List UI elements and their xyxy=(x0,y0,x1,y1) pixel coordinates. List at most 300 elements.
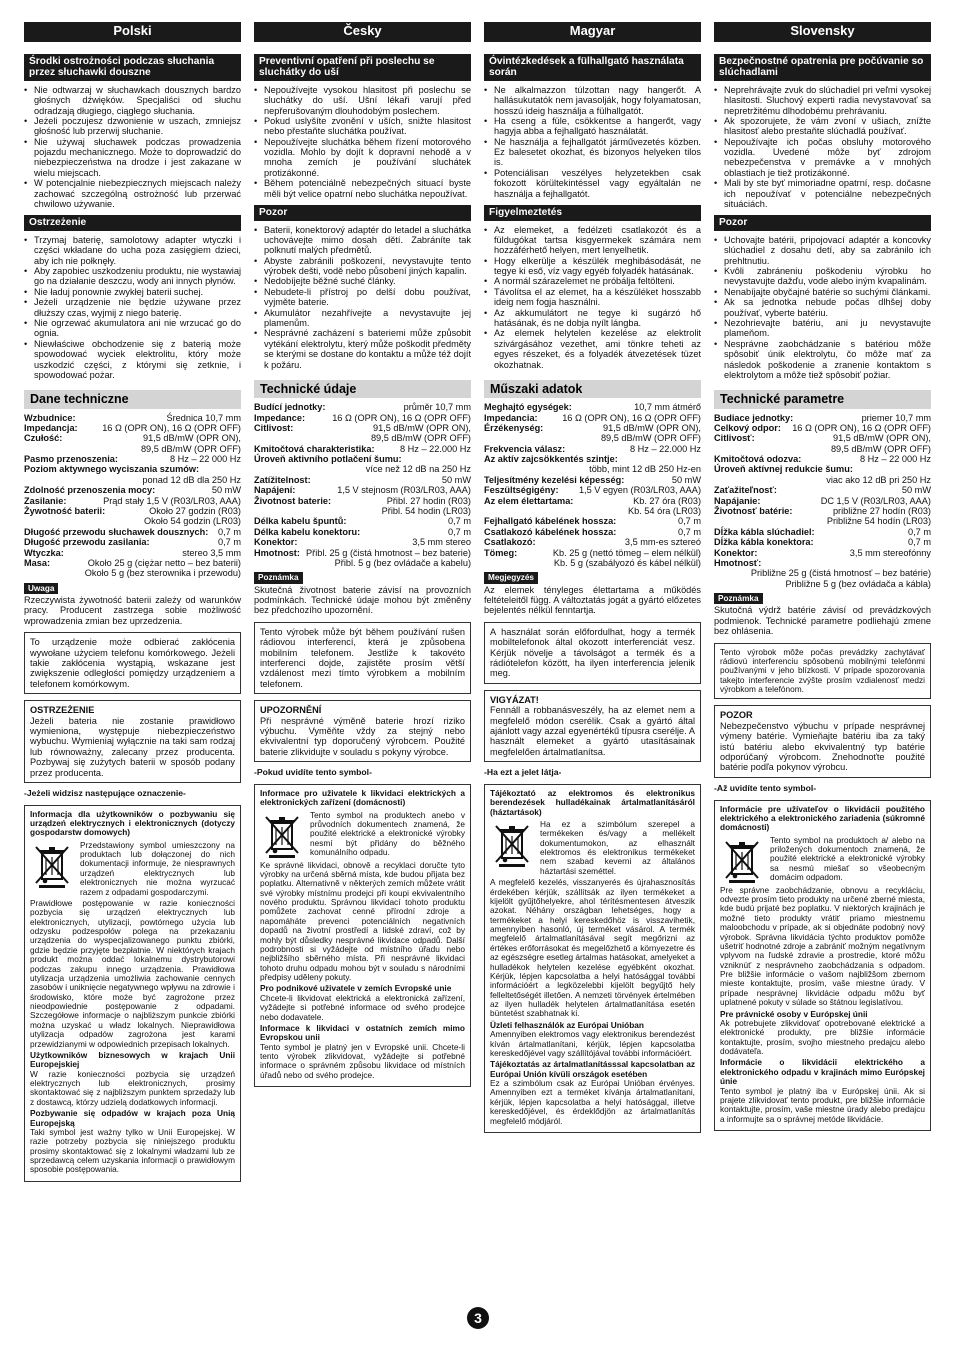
list-item: • Hogy elkerülje a készülék meghibásodását, ne tegye ki eső, víz vagy egyéb folyadék hatásának. xyxy=(492,256,701,277)
spec-value: 0,7 m xyxy=(218,537,241,548)
list-item: • Pokud uslyšíte zvonění v uších, snižte hlasitost nebo přestaňte sluchátka používat. xyxy=(262,116,471,137)
spec-row xyxy=(714,433,931,443)
spec-label: Az elem élettartama: xyxy=(484,495,574,506)
spec-row xyxy=(714,537,931,547)
spec-value: Přibl. 25 g (čistá hmotnost – bez baterie) xyxy=(306,547,471,558)
list-item: • Az elemeket, a fedélzeti csatlakozót és a füldugókat tartsa kisgyermekek számára nem hozzáférhető helyen, mert lenyelhetik. xyxy=(492,225,701,256)
weee-p2: Ez a szimbólum csak az Európai Unióban érvényes. Amennyiben ezt a terméket kívánja ártalmatlanítani, kérjük, lépjen kapcsolatba a helyi hatósággal, illetve kereskedőjével, és érdeklődjön az ártalmatlanítás megfelelő módjáról. xyxy=(490,1078,695,1126)
spec-label: Impedancja: xyxy=(24,422,78,433)
list-item: • Mali by ste byť mimoriadne opatrní, resp. dočasne ich nepoužívať v potenciálne nebezpečných situáciách. xyxy=(722,178,931,209)
list-item: • Abyste zabránili poškození, nevystavujte tento výrobek dešti, vodě nebo působení jiných kapalin. xyxy=(262,256,471,277)
spec-label: Poziom aktywnego wyciszania szumów: xyxy=(24,464,200,475)
warning-text: Při nesprávné výměně baterie hrozí riziko výbuchu. Vyměňte vždy za stejný nebo ekvivalentní typ doporučený výrobcem. Použité baterie zlikvidujte v souladu s pokyny výrobce. xyxy=(260,715,465,757)
spec-value: Około 25 g (ciężar netto – bez baterii) xyxy=(87,557,241,568)
spec-value: 89,5 dB/mW (OPR OFF) xyxy=(370,433,471,444)
spec-value: 8 Hz – 22.000 Hz xyxy=(400,443,471,454)
spec-row xyxy=(484,527,701,537)
spec-row xyxy=(254,516,471,526)
spec-row xyxy=(254,444,471,454)
spec-value: 8 Hz – 22 000 Hz xyxy=(170,454,241,465)
weee-title: Tájékoztató az elektromos és elektronikus berendezések hulladékainak ártalmatlanításáról (háztartások) xyxy=(490,787,695,817)
spec-label: Dĺžka kábla konektora: xyxy=(714,537,814,548)
weee-p1: Ak potrebujete zlikvidovať opotrebované elektrické a elektronické produkty, pre bližšie informácie kontaktujte, prosím, svojho miestneho predajcu alebo dodávateľa. xyxy=(720,1017,925,1057)
lang-header: Magyar xyxy=(484,22,701,42)
list-item: • Kvôli zabráneniu poškodeniu výrobku ho nevystavujte dažďu, vode alebo iným kvapalinám. xyxy=(722,266,931,287)
spec-value: viac ako 12 dB pri 250 Hz xyxy=(826,474,931,485)
spec-label: Napájanie: xyxy=(714,495,761,506)
spec-value: 0,7 m xyxy=(908,537,931,548)
bullet-list xyxy=(714,235,931,380)
spec-label: Wzbudnice: xyxy=(24,412,76,423)
spec-row xyxy=(714,496,931,506)
list-item: • Baterii, konektorový adaptér do letadel a sluchátka uchovávejte mimo dosah dětí. Zabráníte tak polknutí malých předmětů. xyxy=(262,225,471,256)
list-item: • Nepoužívajte ich počas obsluhy motorového vozidla. Uvedené môže byť zdrojom nebezpečenstva v premávke a v mnohých oblastiach je tiež protizákonné. xyxy=(722,137,931,179)
tech-heading: Dane techniczne xyxy=(24,390,241,408)
spec-row xyxy=(714,454,931,464)
spec-value: 91,5 dB/mW (OPR ON), xyxy=(142,433,241,444)
list-item: • Uchovajte batérii, pripojovací adaptér a koncovky slúchadiel z dosahu detí, aby sa zabránilo ich prehltnutiu. xyxy=(722,235,931,266)
warning-title: UPOZORNĚNÍ xyxy=(260,705,322,716)
warning-box xyxy=(254,700,471,762)
spec-row xyxy=(484,464,701,474)
section-heading: Preventivní opatření při poslechu se sluchátky do uší xyxy=(254,54,471,81)
weee-sub1: Üzleti felhasználók az Európai Unióban xyxy=(490,1019,644,1030)
weee-sub1: Pro podnikové uživatele v zemích Evropské unie xyxy=(260,983,452,994)
spec-value: 91,5 dB/mW (OPR ON), xyxy=(602,422,701,433)
spec-row xyxy=(24,506,241,516)
bullet-list xyxy=(254,225,471,370)
note-text: Rzeczywista żywotność baterii zależy od warunków pracy. Producent zastrzega sobie możliwość wprowadzenia zmian bez uprzedzenia. xyxy=(24,595,241,626)
list-item: • Nezohrievajte batériu, ani ju nevystavujte plameňom. xyxy=(722,318,931,339)
list-item: • Távolítsa el az elemet, ha a készüléket hosszabb ideig nem fogja használni. xyxy=(492,287,701,308)
weee-title: Informácie pre užívateľov o likvidácii použitého elektrického a elektronického zariadenia (súkromné domácnosti) xyxy=(720,803,925,833)
spec-value: 3,5 mm stereofónny xyxy=(849,547,931,558)
bullet-list xyxy=(484,85,701,199)
weee-icon-text: Ha ez a szimbólum szerepel a termékeken és/vagy a mellékelt dokumentumokon, az elhasznált elektromos és elektronikus termékeket nem szabad keverni az általános háztartási szeméttel. xyxy=(540,818,695,876)
spec-row xyxy=(484,454,701,464)
spec-value: DC 1,5 V (R03/LR03, AAA) xyxy=(820,495,931,506)
spec-row xyxy=(714,413,931,423)
spec-value: Kb. 54 óra (LR03) xyxy=(627,506,701,517)
spec-label: Hmotnosť: xyxy=(714,557,762,568)
list-item: • Aby zapobiec uszkodzeniu produktu, nie wystawiaj go na działanie deszczu, wody ani innych płynów. xyxy=(32,266,241,287)
spec-row xyxy=(24,558,241,568)
spec-row xyxy=(254,506,471,516)
spec-label: Konektor: xyxy=(714,547,758,558)
spec-label: Długość przewodu słuchawek dousznych: xyxy=(24,526,209,537)
spec-row xyxy=(484,496,701,506)
list-item: • Potenciálisan veszélyes helyzetekben csak fokozott körültekintéssel vagy egyáltalán ne használja a fejhallgatót. xyxy=(492,168,701,199)
list-item: • Neprehrávajte zvuk do slúchadiel pri veľmi vysokej hlasitosti. Sluchový experti radia nevystavovať sa nepretržitému dlhodobému prehrávaniu. xyxy=(722,85,931,116)
spec-row xyxy=(484,433,701,443)
list-item: • Akumulátor nezahřívejte a nevystavujte jej plamenům. xyxy=(262,308,471,329)
spec-row xyxy=(484,475,701,485)
spec-value: Približne 54 hodín (LR03) xyxy=(826,516,931,527)
spec-value: 10,7 mm átmérő xyxy=(634,402,701,413)
spec-value: 50 mW xyxy=(901,485,931,496)
bullet-list xyxy=(24,235,241,380)
spec-row xyxy=(714,579,931,589)
spec-label: Masa: xyxy=(24,557,51,568)
spec-label: Konektor: xyxy=(254,537,298,548)
spec-value: 0,7 m xyxy=(678,516,701,527)
spec-row xyxy=(714,568,931,578)
spec-value: Přibl. 54 hodin (LR03) xyxy=(381,506,471,517)
spec-value: 50 mW xyxy=(211,485,241,496)
spec-table xyxy=(484,402,701,568)
note-tag: Uwaga xyxy=(24,583,58,594)
weee-icon-text: Tento symbol na produktoch a/ alebo na priložených dokumentoch znamená, že použité elektrické a elektronické výrobky sa nesmú miešať so všeobecným domácim odpadom. xyxy=(770,834,925,883)
lang-header: Slovensky xyxy=(714,22,931,42)
warning-text: Nebezpečenstvo výbuchu v prípade nesprávnej výmeny batérie. Vymieňajte batériu iba za taký istú batériu alebo ekvivalentný typ batérie odporúčaný výrobcom. Znehodnoťte použité batérie podľa pokynov výrobcu. xyxy=(720,720,925,773)
bullet-list xyxy=(24,85,241,210)
column-magyar xyxy=(484,22,701,1139)
spec-row xyxy=(714,527,931,537)
symbol-label: -Jeżeli widzisz następujące oznaczenie- xyxy=(24,787,186,798)
weee-box xyxy=(714,800,931,1132)
warning-text: Fennáll a robbanásveszély, ha az elemet nem a megfelelő módon cserélik. Csak a gyártó által ajánlott vagy azzal egyenértékű típusra cserélje. A használt elemeket a gyártó utasításainak megfelelően ártalmatlanítsa. xyxy=(490,705,695,757)
spec-label: Zdolność przenoszenia mocy: xyxy=(24,485,156,496)
crossed-bin-icon xyxy=(30,843,74,889)
spec-label: Teljesítmény kezelési képesség: xyxy=(484,474,625,485)
weee-box xyxy=(254,784,471,1087)
weee-sub2: Informácie o likvidácii elektrického a elektronického odpadu v krajinách mimo Európskej únie xyxy=(720,1057,925,1087)
section-heading: Ostrzeżenie xyxy=(24,215,241,231)
spec-label: Csatlakozó kábelének hossza: xyxy=(484,526,617,537)
spec-label: Az aktív zajcsökkentés szintje: xyxy=(484,454,618,465)
list-item: • Ne alkalmazzon túlzottan nagy hangerőt. A hallásukutatók nem javasolják, hogy folyamatosan, hosszú ideig használja a fülhallgatót. xyxy=(492,85,701,116)
list-item: • Az elemek helytelen kezelése az elektrolit szivárgásához vezethet, ami tönkre teheti az egyes részeket, és a folyadék átvezetések tüzet okozhatnak. xyxy=(492,328,701,370)
spec-row xyxy=(484,423,701,433)
weee-p1: Amennyiben elektromos vagy elektronikus berendezést kíván ártalmatlanítani, kérjük, lépjen kapcsolatba kereskedőjével vagy szállítójával további információért. xyxy=(490,1029,695,1058)
list-item: • Nenabíjajte obyčajné batérie so suchými článkami. xyxy=(722,287,931,297)
section-heading: Pozor xyxy=(714,215,931,231)
column-cesky xyxy=(254,22,471,1093)
spec-value: 16 Ω (OPR ON), 16 Ω (OPR OFF) xyxy=(562,412,701,423)
spec-value: 0,7 m xyxy=(218,526,241,537)
spec-label: Citlivost: xyxy=(254,422,294,433)
spec-label: Úroveň aktívnej redukcie šumu: xyxy=(714,464,853,475)
symbol-label: -Pokud uvidíte tento symbol- xyxy=(254,767,372,778)
weee-title: Informace pro uživatele k likvidaci elektrických a elektronických zařízení (domácnosti) xyxy=(260,787,465,808)
spec-label: Impedancia: xyxy=(484,412,538,423)
note-text: Skutečná životnost baterie závisí na provozních podmínkách. Technické údaje mohou být změněny bez předchozího upozornění. xyxy=(254,584,471,616)
spec-row xyxy=(24,444,241,454)
spec-value: 0,7 m xyxy=(908,526,931,537)
spec-row xyxy=(24,454,241,464)
weee-box xyxy=(24,805,241,1182)
section-heading: Bezpečnostné opatrenia pre počúvanie so slúchadlami xyxy=(714,54,931,81)
warning-title: VIGYÁZAT! xyxy=(490,694,539,705)
spec-row xyxy=(24,537,241,547)
weee-body: A megfelelő kezelés, visszanyerés és újrahasznosítás érdekében kérjük, szállítsák az ilyen termékeket a kijelölt gyűjtőhelyekre, ahol térítésmentesen átveszik azokat. Néhány országban lehetséges, hogy a termékeket a helyi kereskedőhöz is visszavihetik, amennyiben hasonló, új terméket vásárol. A termék megfelelő ártalmatlanításával segít megőrizni az értékes erőforrásokat és megelőzhető a környezetre és az egészségre esetleg ártalmas hatásokat, amelyeket a hulladékok helytelen kezelése egyébként okozhat. Kérjük, lépjen kapcsolatba a helyi hatósággal további információért a legközelebbi kijelölt begyűjtő hely felleltetőségét illetően. A nemzeti törvények értelmében az ilyen hulladék helytelen ártalmatlanítása esetén büntetést szabhatnak ki. xyxy=(490,877,695,1019)
weee-icon-text: Przedstawiony symbol umieszczony na produktach lub dołączonej do nich dokumentacji informuje, że niesprawnych urządzeń elektrycznych lub elektronicznych nie można wyrzucać razem z odpadami gospodarczymi. xyxy=(80,839,235,897)
list-item: • Jeżeli urządzenie nie będzie używane przez dłuższy czas, wyjmij z niego baterię. xyxy=(32,297,241,318)
list-item: • Nesprávne zaobchádzanie s batériou môže spôsobiť únik elektrolytu, čo môže mať za následok poškodenie a zranenie kontaktom s elektrolytom a môže tiež spôsobiť požiar. xyxy=(722,339,931,381)
weee-sub1: Użytkowników biznesowych w krajach Unii Europejskiej xyxy=(30,1049,235,1070)
tech-heading: Technické údaje xyxy=(254,380,471,398)
spec-value: Kb. 25 g (nettó tömeg – elem nélkül) xyxy=(552,547,701,558)
spec-label: Tömeg: xyxy=(484,547,518,558)
spec-label: Érzékenység: xyxy=(484,422,544,433)
spec-label: Celkový odpor: xyxy=(714,422,781,433)
spec-row xyxy=(24,568,241,578)
spec-value: 91,5 dB/mW (OPR ON), xyxy=(832,433,931,444)
spec-row xyxy=(254,558,471,568)
spec-row xyxy=(484,548,701,558)
interference-box: A használat során előfordulhat, hogy a termék mobiltelefonok által okozott interferenciát vesz. Kérjük növelje a távolságot a termék és a rádiótelefon között, ha ilyen interferencia jelenik meg. xyxy=(484,622,701,684)
spec-value: 16 Ω (OPR ON), 16 Ω (OPR OFF) xyxy=(792,422,931,433)
spec-row xyxy=(24,496,241,506)
list-item: • Během potenciálně nebezpečných situací byste měli být velice opatrní nebo sluchátka nepoužívat. xyxy=(262,178,471,199)
spec-row xyxy=(484,506,701,516)
spec-row xyxy=(24,413,241,423)
spec-row xyxy=(714,548,931,558)
list-item: • Ak sa jednotka nebude počas dlhšej doby používať, vyberte batériu. xyxy=(722,297,931,318)
column-polski xyxy=(24,22,241,1188)
spec-label: Kmitočtová odozva: xyxy=(714,454,802,465)
section-heading: Figyelmeztetés xyxy=(484,205,701,221)
spec-label: Hmotnost: xyxy=(254,547,300,558)
spec-value: Prąd stały 1,5 V (R03/LR03, AAA) xyxy=(103,495,241,506)
list-item: • Nedobíjejte běžné suché články. xyxy=(262,276,471,286)
spec-label: Napájení: xyxy=(254,485,296,496)
bullet-list xyxy=(484,225,701,370)
list-item: • Nie ogrzewać akumulatora ani nie wrzucać go do ognia. xyxy=(32,318,241,339)
list-item: • Nie używaj słuchawek podczas prowadzenia pojazdu mechanicznego. Może to doprowadzić do niebezpieczeństwa na drodze i jest zakazane w wielu miejscach. xyxy=(32,137,241,179)
list-item: • W potencjalnie niebezpiecznych miejscach należy zachować szczególną ostrożność lub przerwać chwilowo używanie. xyxy=(32,178,241,209)
weee-p2: Tento symbol je platný jen v Evropské unii. Chcete-li tento výrobek zlikvidovat, vyžádejte si potřebné informace o správném způsobu likvidace od místních úřadů nebo od svého prodejce. xyxy=(260,1041,465,1080)
spec-value: 1,5 V stejnosm (R03/LR03, AAA) xyxy=(337,485,471,496)
list-item: • Az akkumulátort ne tegye ki sugárzó hő hatásának, és ne dobja nyílt lángba. xyxy=(492,308,701,329)
spec-label: Pasmo przenoszenia: xyxy=(24,454,118,465)
spec-value: 16 Ω (OPR ON), 16 Ω (OPR OFF) xyxy=(332,412,471,423)
bullet-list xyxy=(254,85,471,199)
spec-label: Citlivosť: xyxy=(714,433,755,444)
spec-label: Úroveň aktivního potlačení šumu: xyxy=(254,454,402,465)
spec-table xyxy=(24,413,241,579)
spec-row xyxy=(714,475,931,485)
crossed-bin-icon xyxy=(260,813,304,859)
spec-label: Frekvencia válasz: xyxy=(484,443,566,454)
spec-row xyxy=(24,433,241,443)
spec-row xyxy=(484,537,701,547)
list-item: • Nie ładuj ponownie zwykłej baterii suchej. xyxy=(32,287,241,297)
note-text: Az elemek tényleges élettartama a működés feltételeitől függ. A változtatás jogát a gyártó előzetes bejelentés nélkül fenntartja. xyxy=(484,584,701,616)
spec-row xyxy=(714,506,931,516)
spec-value: 89,5 dB/mW (OPR OFF) xyxy=(830,443,931,454)
spec-row xyxy=(24,475,241,485)
spec-row xyxy=(714,516,931,526)
spec-row xyxy=(254,496,471,506)
warning-text: Jeżeli bateria nie zostanie prawidłowo wymieniona, występuje niebezpieczeństwo wybuchu. Wymieniaj wyłącznie na taki sam rodzaj lub równoważny, zalecany przez producenta. Pozbywaj się zużytych baterii w sposób podany przez producenta. xyxy=(30,715,235,778)
weee-sub1: Pre právnické osoby v Európskej únii xyxy=(720,1008,868,1019)
spec-row xyxy=(254,548,471,558)
spec-row xyxy=(254,475,471,485)
list-item: • Trzymaj baterię, samolotowy adapter wtyczki i części wkładane do ucha poza zasięgiem dzieci, aby ich nie połknęły. xyxy=(32,235,241,266)
spec-value: Około 5 g (bez sterownika i przewodu) xyxy=(84,568,241,579)
spec-value: 0,7 m xyxy=(448,526,471,537)
spec-label: Żywotność baterii: xyxy=(24,506,106,517)
spec-value: 3,5 mm stereo xyxy=(412,537,471,548)
symbol-label: -Ha ezt a jelet látja- xyxy=(484,767,562,778)
spec-row xyxy=(484,413,701,423)
spec-row xyxy=(254,423,471,433)
note-text: Skutočná výdrž batérie závisí od prevádzkových podmienok. Technické parametre podliehajú zmene bez ohlásenia. xyxy=(714,605,931,637)
spec-row xyxy=(254,454,471,464)
spec-row xyxy=(484,516,701,526)
weee-sub2: Tájékoztatás az ártalmatlanításssal kapcsolatban az Európai Unión kívüli országok esetében xyxy=(490,1059,695,1079)
spec-row xyxy=(484,444,701,454)
list-item: • Nepoužívejte vysokou hlasitost při poslechu se sluchátky do uší. Ušní lékaři varují před nepřerušovaným dlouhodobým poslechem. xyxy=(262,85,471,116)
spec-label: Životnosť batérie: xyxy=(714,506,793,517)
symbol-label: -Až uvidíte tento symbol- xyxy=(714,782,817,793)
spec-table xyxy=(254,402,471,568)
spec-row xyxy=(24,423,241,433)
spec-value: Približne 5 g (bez ovládača a kábla) xyxy=(785,578,931,589)
spec-label: Fejhallgató kábelének hossza: xyxy=(484,516,617,527)
spec-value: 8 Hz – 22.000 Hz xyxy=(630,443,701,454)
spec-value: 50 mW xyxy=(441,474,471,485)
list-item: • Ak spozorujete, že vám zvoní v ušiach, znížte hlasitosť alebo prestaňte slúchadlá používať. xyxy=(722,116,931,137)
spec-row xyxy=(24,485,241,495)
spec-value: približne 27 hodín (R03) xyxy=(832,506,931,517)
spec-value: 91,5 dB/mW (OPR ON), xyxy=(372,422,471,433)
weee-sub2: Informace k likvidaci v ostatních zemích mimo Evropskou unii xyxy=(260,1022,465,1043)
spec-value: 0,7 m xyxy=(448,516,471,527)
weee-box xyxy=(484,784,701,1133)
spec-label: Délka kabelu špuntů: xyxy=(254,516,347,527)
weee-sub2: Pozbywanie się odpadów w krajach poza Unią Europejską xyxy=(30,1108,235,1128)
spec-value: Približne 25 g (čistá hmotnosť – bez batérie) xyxy=(750,568,931,579)
spec-value: ponad 12 dB dla 250 Hz xyxy=(142,474,241,485)
spec-value: 1,5 V egyen (R03/LR03, AAA) xyxy=(578,485,701,496)
interference-box: Tento výrobek může být během používání rušen rádiovou interferencí, která je způsobena mobilním telefonem. Jestliže k takovéto interferenci dojde, zajistěte prosím větší vzdálenost mezi tímto výrobkem a mobilním telefonem. xyxy=(254,622,471,694)
spec-value: 89,5 dB/mW (OPR OFF) xyxy=(600,433,701,444)
list-item: • Ha cseng a füle, csökkentse a hangerőt, vagy hagyja abba a fejhallgató használatát. xyxy=(492,116,701,137)
section-heading: Óvintézkedések a fülhallgató használata során xyxy=(484,54,701,81)
spec-row xyxy=(24,516,241,526)
spec-value: 8 Hz – 22 000 Hz xyxy=(860,454,931,465)
column-slovensky xyxy=(714,22,931,1137)
bullet-list xyxy=(714,85,931,210)
spec-row xyxy=(484,558,701,568)
interference-box: Tento výrobok môže počas prevádzky zachytávať rádiovú interferenciu spôsobenú mobilnými telefónmi používanými v jeho blízkosti. V prípade spozorovania takejto interferencie zvýšte prosím vzdialenosť medzi výrobkom a telefónom. xyxy=(714,643,931,700)
weee-p1: W razie konieczności pozbycia się urządzeń elektrycznych lub elektronicznych, prosimy skontaktować się z najbliższym punktem sprzedaży lub z dostawcą, którzy udzielą dodatkowych informacji. xyxy=(30,1068,235,1107)
spec-row xyxy=(714,444,931,454)
spec-row xyxy=(254,413,471,423)
warning-title: OSTRZEŻENIE xyxy=(30,705,95,716)
spec-label: Kmitočtová charakteristika: xyxy=(254,443,375,454)
spec-row xyxy=(484,402,701,412)
spec-row xyxy=(714,464,931,474)
warning-box xyxy=(24,700,241,783)
spec-label: Zaťažiteľnosť: xyxy=(714,485,777,496)
spec-row xyxy=(24,548,241,558)
tech-heading: Technické parametre xyxy=(714,390,931,408)
weee-body: Ke správné likvidaci, obnově a recyklaci doručte tyto výrobky na určená sběrná místa, kde budou přijata bez poplatku. Alternativně v některých zemích můžete vrátit své výrobky místnímu prodejci při koupi ekvivalentního nového produktu. Správnou likvidací tohoto produktu pomůžete zachovat cenné přírodní zdroje a napomáháte prevenci potenciálních negativních dopadů na životní prostředí a lidské zdraví, což by mohly být důsledky nesprávné likvidace odpadů. Další podrobnosti si vyžádejte od místního úřadu nebo nejbližšího sběrného místa. Při nesprávné likvidaci tohoto druhu odpadu mohou být v souladu s národními předpisy uděleny pokuty. xyxy=(260,859,465,983)
spec-value: Přibl. 5 g (bez ovládače a kabelu) xyxy=(334,557,471,568)
note-tag: Poznámka xyxy=(714,593,763,604)
list-item: • A normál szárazelemet ne próbálja feltölteni. xyxy=(492,276,701,286)
spec-row xyxy=(24,527,241,537)
spec-value: 50 mW xyxy=(671,474,701,485)
spec-label: Dĺžka kábla slúchadiel: xyxy=(714,526,815,537)
spec-row xyxy=(714,558,931,568)
spec-row xyxy=(254,433,471,443)
spec-label: Zatížitelnost: xyxy=(254,474,311,485)
spec-value: více než 12 dB na 250 Hz xyxy=(365,464,471,475)
section-heading: Środki ostrożności podczas słuchania przez słuchawki douszne xyxy=(24,54,241,81)
spec-row xyxy=(714,485,931,495)
spec-row xyxy=(714,423,931,433)
spec-label: Budící jednotky: xyxy=(254,402,326,413)
weee-icon-text: Tento symbol na produktech anebo v průvodních dokumentech znamená, že použité elektrické a elektronické výrobky nesmí být přidány do běžného komunálního odpadu. xyxy=(310,809,465,858)
interference-box: To urządzenie może odbierać zakłócenia wywołane użyciem telefonu komórkowego. Jeżeli takie zakłócenia wystąpią, wskazane jest zwiększenie odległości pomiędzy urządzeniem a telefonem komórkowym. xyxy=(24,632,241,694)
crossed-bin-icon xyxy=(720,838,764,884)
spec-row xyxy=(254,527,471,537)
list-item: • Nie odtwarzaj w słuchawkach dousznych bardzo głośnych dźwięków. Specjaliści od słuchu odradzają długiego, ciągłego słuchania. xyxy=(32,85,241,116)
spec-value: stereo 3,5 mm xyxy=(182,547,241,558)
tech-heading: Műszaki adatok xyxy=(484,380,701,398)
spec-value: Přibl. 27 hodin (R03) xyxy=(386,495,471,506)
spec-value: průměr 10,7 mm xyxy=(403,402,471,413)
spec-value: Średnica 10,7 mm xyxy=(166,412,241,423)
warning-box xyxy=(714,705,931,777)
weee-p1: Chcete-li likvidovat elektrická a elektronická zařízení, vyžádejte si potřebné informace od svého prodejce nebo dodavatele. xyxy=(260,992,465,1022)
list-item: • Nepoužívejte sluchátka během řízení motorového vozidla. Mohlo by dojít k dopravní nehodě a v mnoha zemích je používání sluchátek protizákonné. xyxy=(262,137,471,179)
list-item: • Jeżeli poczujesz dzwonienie w uszach, zmniejsz głośność lub przerwij słuchanie. xyxy=(32,116,241,137)
spec-row xyxy=(254,402,471,412)
spec-row xyxy=(254,485,471,495)
spec-label: Budiace jednotky: xyxy=(714,412,794,423)
spec-label: Délka kabelu konektoru: xyxy=(254,526,361,537)
spec-label: Meghajtó egységek: xyxy=(484,402,572,413)
spec-value: több, mint 12 dB 250 Hz-en xyxy=(589,464,701,475)
spec-value: 0,7 m xyxy=(678,526,701,537)
list-item: • Ne használja a fejhallgatót járművezetés közben. Ez balesetet okozhat, és bizonyos helyeken tilos is. xyxy=(492,137,701,168)
spec-label: Impedance: xyxy=(254,412,306,423)
list-item: • Niewłaściwe obchodzenie się z baterią może spowodować wyciek elektrolitu, który może uszkodzić części, z którymi się zetknie, i spowodować pożar. xyxy=(32,339,241,381)
spec-value: Kb. 5 g (szabályozó és kábel nélkül) xyxy=(553,557,701,568)
page-number: 3 xyxy=(467,1307,489,1329)
lang-header: Polski xyxy=(24,22,241,42)
list-item: • Nebudete-li přístroj po delší dobu používat, vyjměte baterie. xyxy=(262,287,471,308)
weee-body: Prawidłowe postępowanie w razie konieczności pozbycia się urządzeń elektrycznych lub elektronicznych, utylizacji, powtórnego użycia lub odzysku podzespołów polega na przekazaniu urządzenia do wyspecjalizowanego punktu zbiórki, gdzie będzie przyjęte bezpłatnie. W niektórych krajach produkt można oddać lokalnemu dystrybutorowi podczas zakupu innego urządzenia. Prawidłowa utylizacja urządzenia umożliwia zachowanie cennych zasobów i uniknięcie negatywnego wpływu na zdrowie i środowisko, które może być zagrożone przez nieodpowiednie postępowanie z odpadami. Szczegółowe informacje o najbliższym punkcie zbiórki można uzyskać u władz lokalnych. Nieprawidłowa utylizacja odpadów zagrożona jest karami przewidzianymi w odpowiednich przepisach lokalnych. xyxy=(30,897,235,1049)
spec-label: Czułość: xyxy=(24,433,63,444)
lang-header: Česky xyxy=(254,22,471,42)
spec-label: Zasilanie: xyxy=(24,495,67,506)
spec-value: priemer 10,7 mm xyxy=(861,412,931,423)
weee-p2: Tento symbol je platný iba v Európskej únii. Ak si prajete zlikvidovať tento produkt, pre bližšie informácie kontaktujte, prosím, vaše miestne úrady alebo predajcu a informujte sa o správnej metóde likvidácie. xyxy=(720,1085,925,1124)
warning-box xyxy=(484,690,701,762)
warning-title: POZOR xyxy=(720,710,753,721)
spec-label: Wtyczka: xyxy=(24,547,64,558)
spec-row xyxy=(254,464,471,474)
spec-table xyxy=(714,413,931,590)
weee-p2: Taki symbol jest ważny tylko w Unii Europejskej. W razie potrzeby pozbycia się niniejszego produktu prosimy skontaktować się z lokalnymi władzami lub ze sprzedawcą celem uzyskania informacji o prawidłowym sposobie postępowania. xyxy=(30,1126,235,1175)
crossed-bin-icon xyxy=(490,822,534,868)
note-tag: Poznámka xyxy=(254,572,303,583)
spec-value: 3,5 mm-es sztereó xyxy=(624,537,701,548)
spec-row xyxy=(484,485,701,495)
section-heading: Pozor xyxy=(254,205,471,221)
spec-label: Feszültségigény: xyxy=(484,485,559,496)
spec-label: Długość przewodu zasilania: xyxy=(24,537,150,548)
spec-value: Kb. 27 óra (R03) xyxy=(633,495,701,506)
weee-body: Pre správne zaobchádzanie, obnovu a recykláciu, odvezte prosím tieto produkty na určené zberné miesta, kde budú prijaté bez poplatku. V niektorých krajinách je možné tieto produkty vrátiť priamo miestnemu maloobchodu v prípade, ak si objednáte podobný nový výrobok. Správna likvidácia týchto produktov pomôže ušetriť hodnotné zdroje a zabrániť možným negatívnym vplyvom na ľudské zdravie a prostredie, ktoré môžu vzniknúť z nesprávneho zaobchádzania s odpadom. Pre bližšie informácie o vašom najbližšom zbernom mieste kontaktujte, prosím, vaše miestne úrady. V prípade nesprávnej likvidácie odpadu môžu byť uplatnené pokuty v súlade so štátnou legislatívou. xyxy=(720,884,925,1008)
spec-row xyxy=(24,464,241,474)
